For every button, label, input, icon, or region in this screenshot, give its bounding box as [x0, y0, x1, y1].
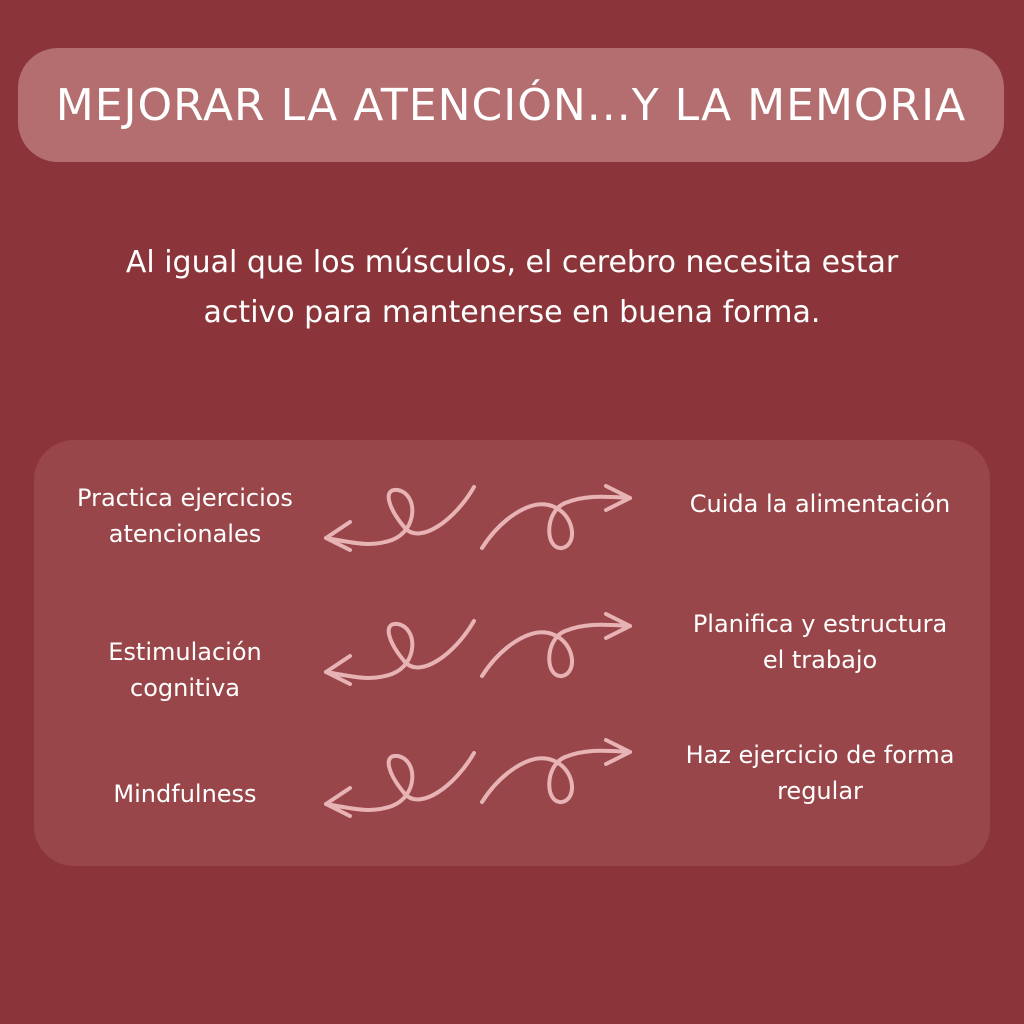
- tip-planifica-trabajo: [640, 606, 1000, 678]
- tip-haz-ejercicio: [640, 737, 1000, 809]
- intro-line-2: activo para mantenerse en buena forma.: [203, 295, 821, 330]
- tip-line-1: Estimulación: [108, 638, 262, 666]
- title-banner: [18, 48, 1004, 162]
- tip-estimulacion-cognitiva: [40, 634, 330, 706]
- tip-cuida-alimentacion: [640, 486, 1000, 522]
- tip-line-1: Practica ejercicios: [77, 484, 293, 512]
- intro-text: [60, 238, 964, 338]
- page-title: MEJORAR LA ATENCIÓN...Y LA MEMORIA: [55, 79, 967, 131]
- tip-practica-ejercicios: [40, 480, 330, 552]
- tip-mindfulness: [40, 776, 330, 812]
- tip-line-1: Cuida la alimentación: [689, 490, 951, 518]
- intro-line-1: Al igual que los músculos, el cerebro necesita estar: [125, 245, 899, 280]
- tip-line-1: Haz ejercicio de forma: [685, 741, 955, 769]
- tip-line-2: el trabajo: [762, 646, 878, 674]
- tip-line-1: Mindfulness: [113, 780, 257, 808]
- tip-line-1: Planifica y estructura: [692, 610, 948, 638]
- tip-line-2: atencionales: [108, 520, 262, 548]
- tip-line-2: regular: [777, 777, 863, 805]
- tip-line-2: cognitiva: [130, 674, 240, 702]
